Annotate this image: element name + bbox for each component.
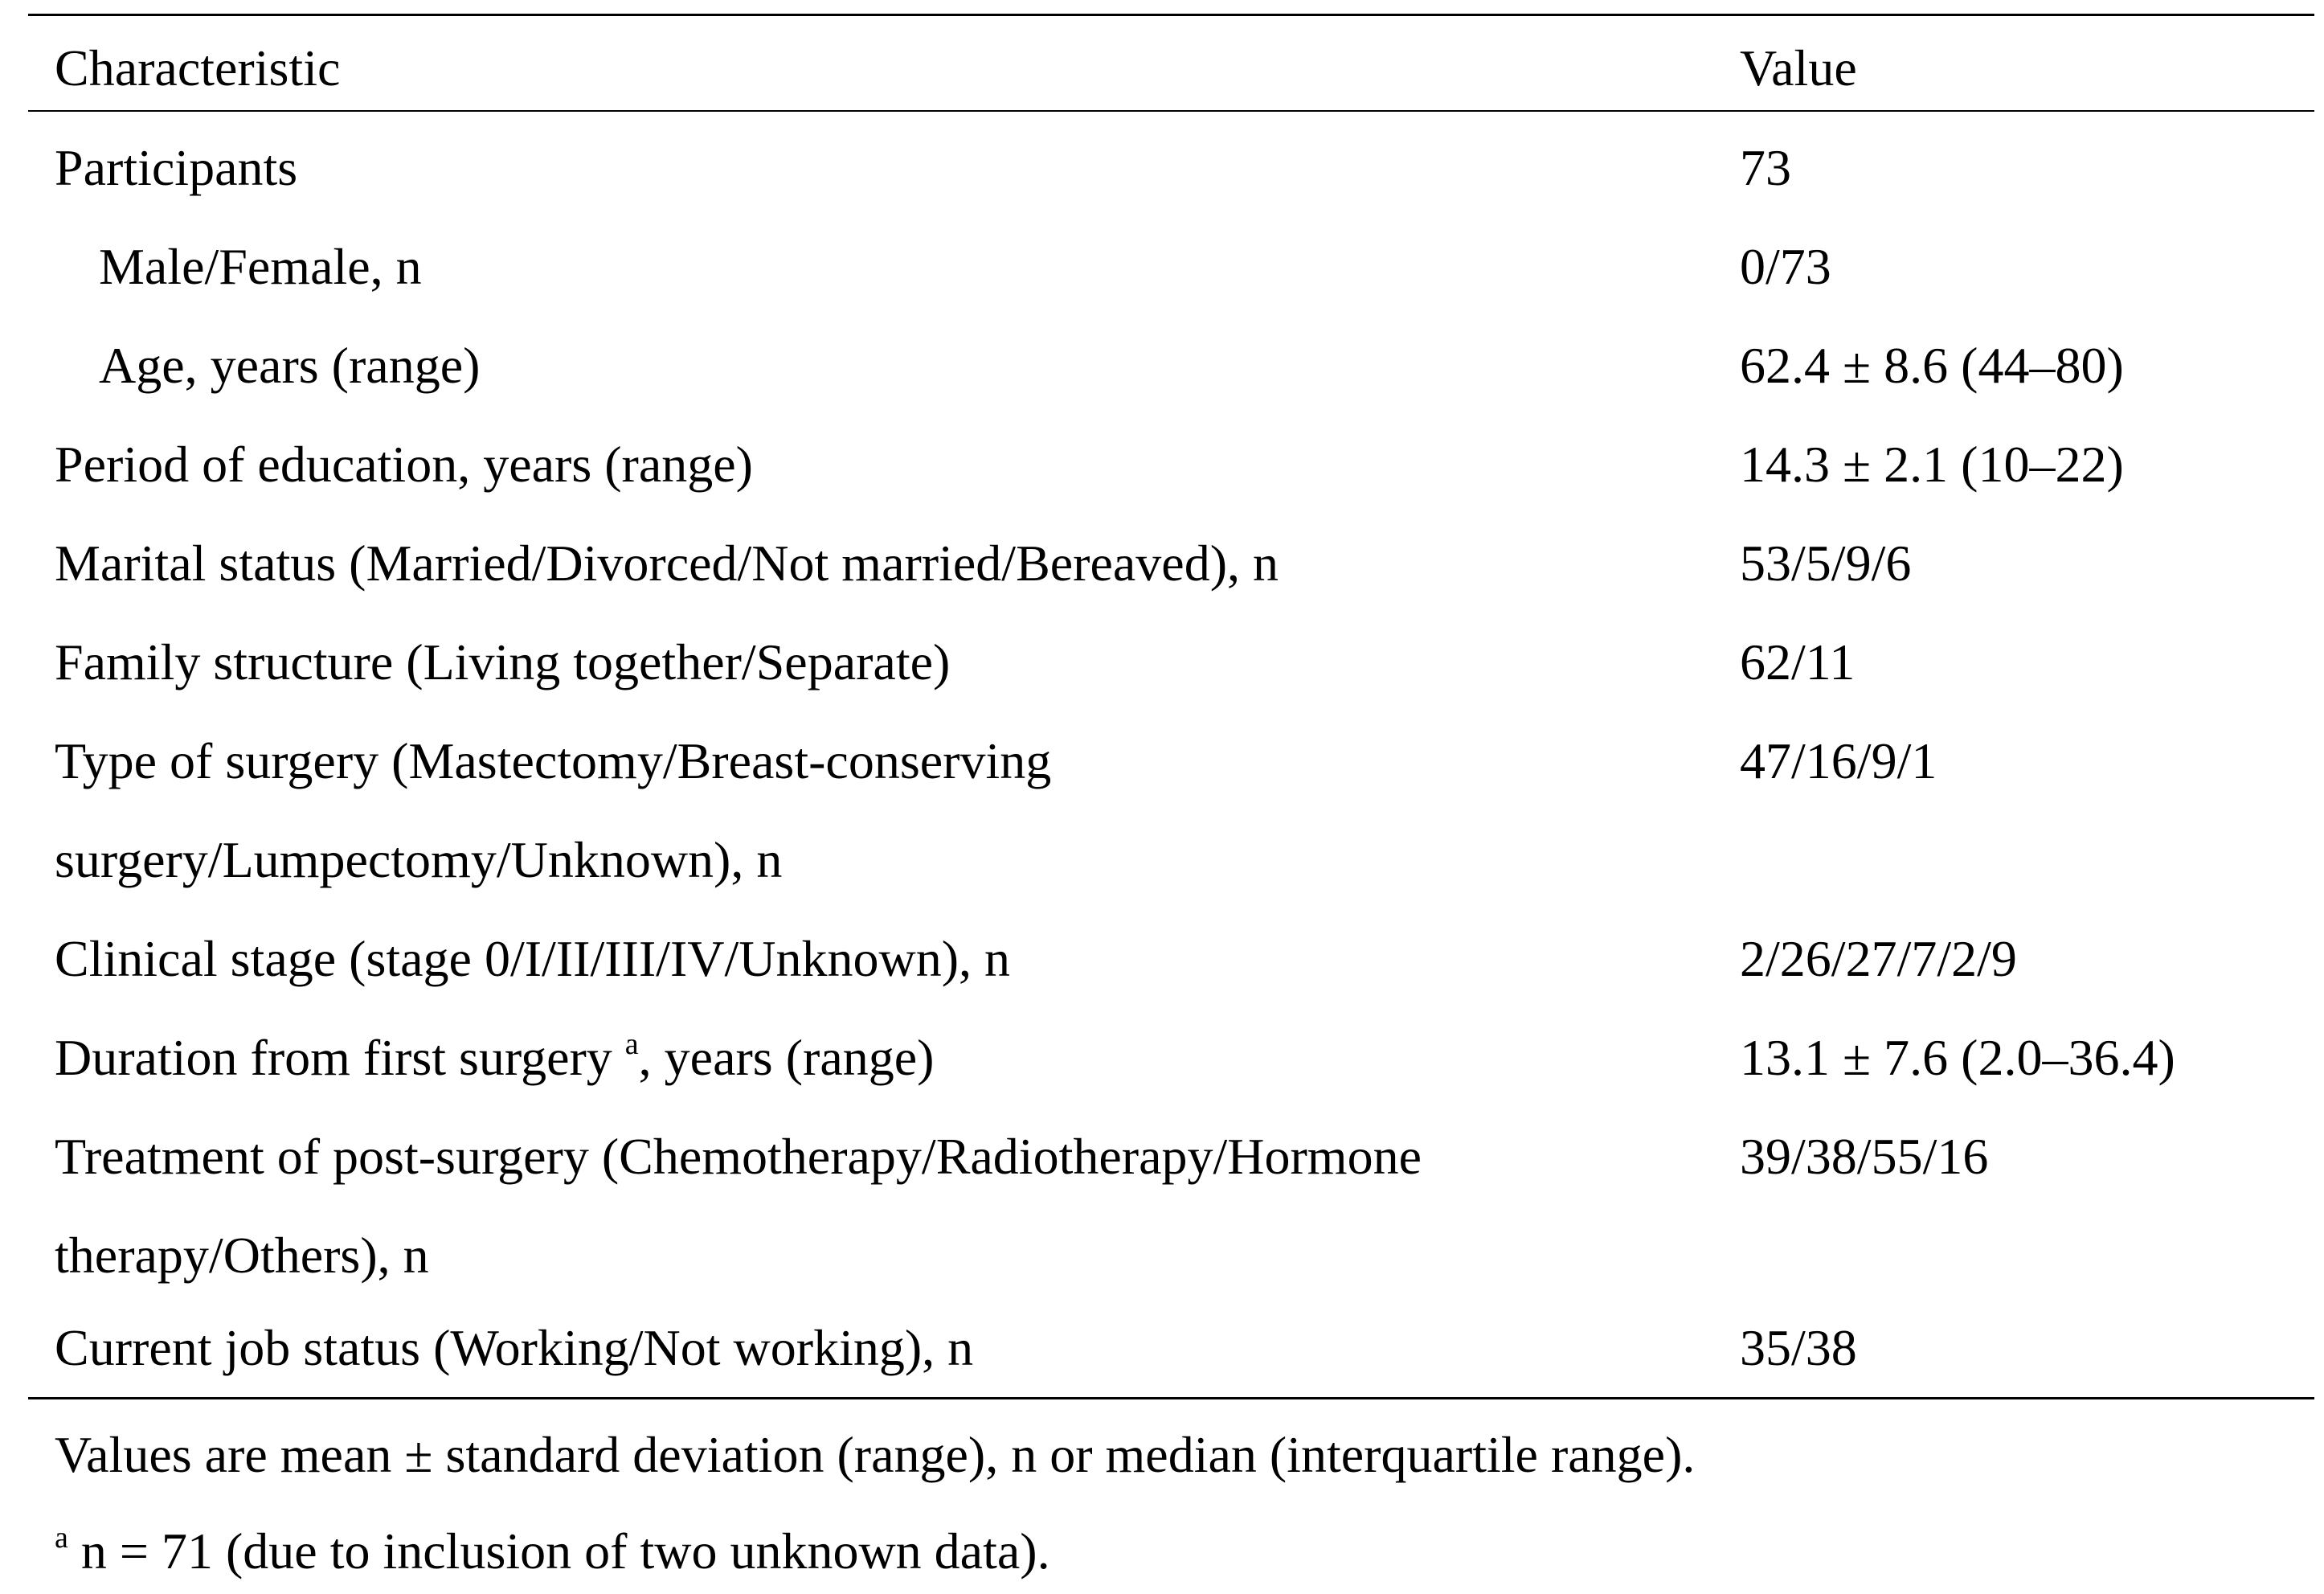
table-row (0, 1107, 2324, 1206)
table-row (0, 118, 2324, 217)
row-characteristic: Treatment of post-surgery (Chemotherapy/Radiotherapy/Hormone (55, 1128, 1422, 1185)
row-value: 2/26/27/7/2/9 (1740, 930, 2017, 987)
table-row-continuation (0, 810, 2324, 909)
row-value: 53/5/9/6 (1740, 535, 1912, 592)
table-row (0, 316, 2324, 415)
table-header-rule (28, 110, 2314, 112)
row-value: 35/38 (1740, 1319, 1857, 1376)
row-characteristic: Period of education, years (range) (55, 436, 753, 493)
row-characteristic-text: Duration from first surgery (55, 1029, 625, 1086)
row-characteristic: Clinical stage (stage 0/I/II/III/IV/Unknown), n (55, 930, 1010, 987)
table-row (0, 1008, 2324, 1107)
table-row (0, 514, 2324, 613)
row-value: 62.4 ± 8.6 (44–80) (1740, 337, 2124, 394)
row-characteristic: Type of surgery (Mastectomy/Breast-conserving (55, 732, 1052, 789)
footnote-marker-superscript: a (55, 1521, 68, 1555)
table-row (0, 217, 2324, 316)
table-row (0, 711, 2324, 810)
row-characteristic: Male/Female, n (99, 238, 422, 295)
row-characteristic: Marital status (Married/Divorced/Not married/Bereaved), n (55, 535, 1279, 592)
row-characteristic-text: , years (range) (638, 1029, 935, 1086)
table-footnote-a (55, 1502, 1050, 1594)
table-row (0, 613, 2324, 711)
row-characteristic: Current job status (Working/Not working), n (55, 1319, 974, 1376)
row-characteristic: Family structure (Living together/Separate) (55, 633, 951, 690)
row-value: 13.1 ± 7.6 (2.0–36.4) (1740, 1029, 2175, 1086)
table-footnote-values: Values are mean ± standard deviation (range), n or median (interquartile range). (55, 1426, 1696, 1483)
table-row (0, 415, 2324, 514)
row-value: 14.3 ± 2.1 (10–22) (1740, 436, 2124, 493)
table-top-rule (28, 14, 2314, 16)
row-characteristic-continuation: therapy/Others), n (55, 1227, 429, 1284)
row-characteristic-continuation: surgery/Lumpectomy/Unknown), n (55, 831, 783, 888)
footnote-marker-superscript: a (624, 1027, 639, 1061)
table-header-row (0, 18, 2324, 117)
row-value: 47/16/9/1 (1740, 732, 1937, 789)
row-value: 39/38/55/16 (1740, 1128, 1989, 1185)
header-value: Value (1740, 39, 1857, 96)
table-bottom-rule (28, 1397, 2314, 1399)
table-row-continuation (0, 1206, 2324, 1305)
row-characteristic: Participants (55, 139, 298, 196)
footnote-a-text: n = 71 (due to inclusion of two unknown data). (68, 1522, 1050, 1580)
table-row (0, 1298, 2324, 1397)
row-value: 0/73 (1740, 238, 1831, 295)
row-value: 62/11 (1740, 633, 1856, 690)
table-row (0, 909, 2324, 1008)
row-characteristic (55, 1008, 934, 1107)
row-characteristic: Age, years (range) (99, 337, 481, 394)
row-value: 73 (1740, 139, 1791, 196)
header-characteristic: Characteristic (55, 39, 341, 96)
